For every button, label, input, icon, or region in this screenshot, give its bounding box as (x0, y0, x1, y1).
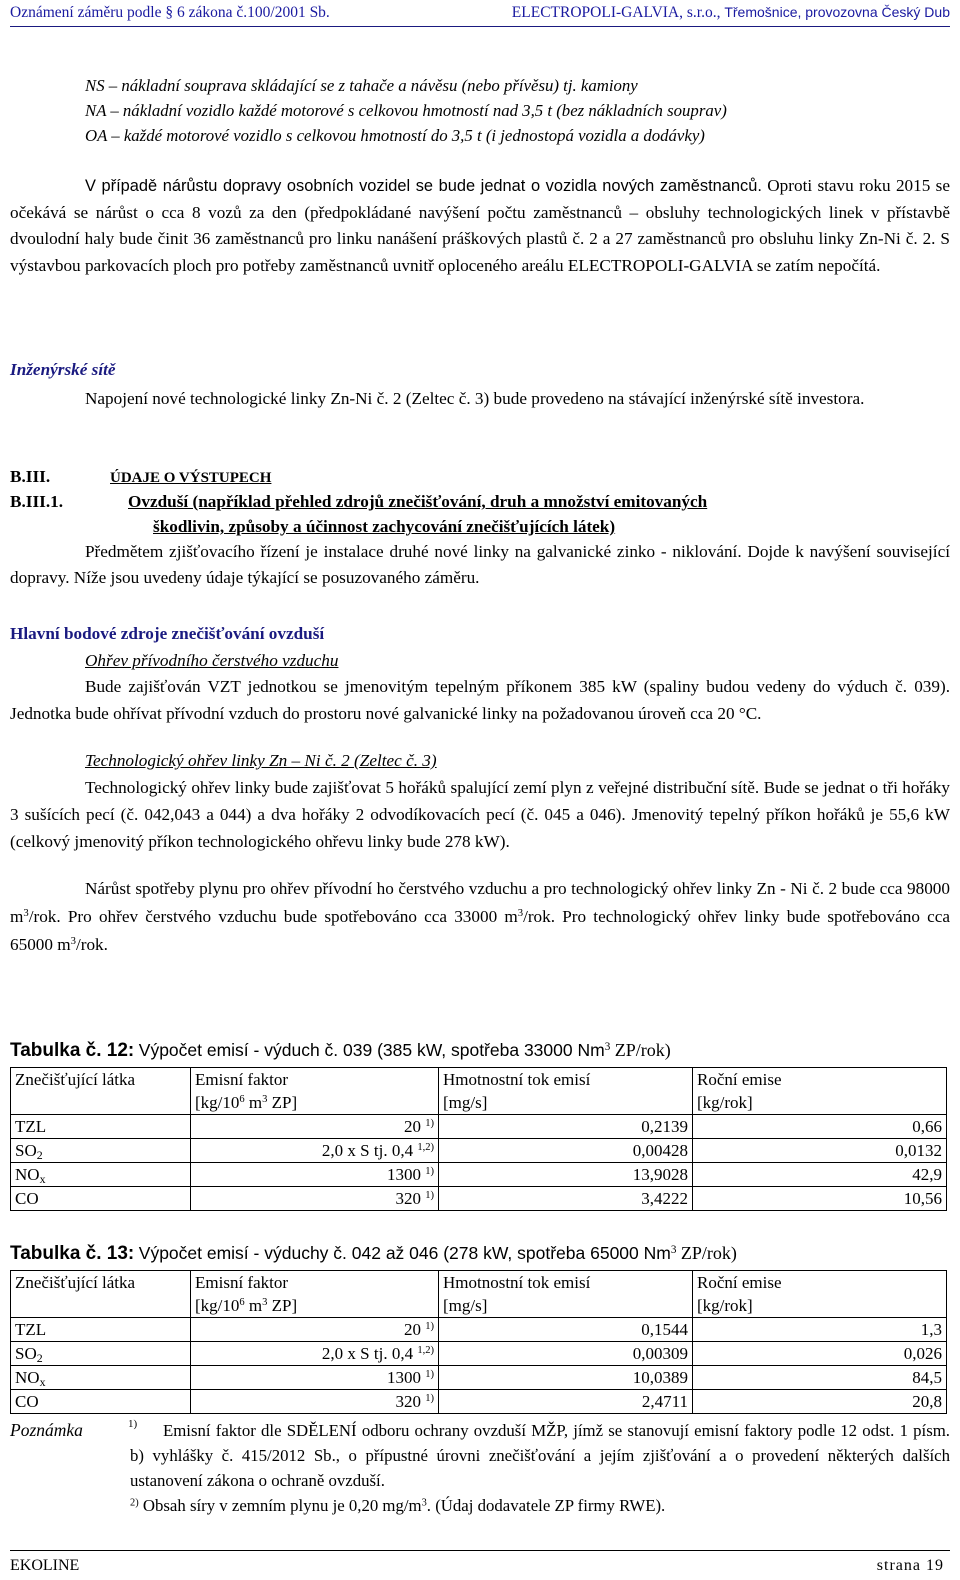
table13-caption: Tabulka č. 13: Výpočet emisí - výduchy č. 042 až 046 (278 kW, spotřeba 65000 Nm$^3$ ZP/rok) (10, 1243, 737, 1264)
footnotes: Poznámka 1) Emisní faktor dle SDĚLENÍ odboru ochrany ovzduší MŽP, jímž se stanovují emisní faktory podle 12 odst. 1 písm. b) vyhlášky č. 415/2012 Sb., o přípustné úrovni znečišťování a jejím zjišťování a o provedení některých dalších ustanovení zákona o ochraně ovzduší. $^{2)}$ Obsah síry v zemním plynu je 0,20 $mg/m^3$. (Údaj dodavatele ZP firmy RWE). (10, 1418, 950, 1518)
section-title: ÚDAJE O VÝSTUPECH (110, 470, 272, 486)
table-row: $SO_2$ 2,0 x S tj. 0,4 $^{1,2)}$ 0,00428 0,0132 (11, 1139, 947, 1163)
source1-text: Bude zajišťován VZT jednotkou se jmenovitým tepelným příkonem 385 kW (spaliny budou vedeny do výduch č. 039). Jednotka bude ohřívat přívodní vzduch do prostoru nové galvanické linky na požadovanou úroveň cca 20 °C. (10, 677, 950, 723)
sources-heading: Hlavní bodové zdroje znečišťování ovzduší (10, 624, 325, 643)
source2-text: Technologický ohřev linky bude zajišťovat 5 hořáků spalující zemí plyn z veřejné distribuční sítě. Bude se jednat o tři hořáky 3 sušících pecí (č. 042,043 a 044) a dva hořáky 2 odvodíkovacích pecí (č. 045 a 046). Jmenovitý tepelný příkon hořáků je 55,6 kW (celkový jmenovitý příkon technologického ohřevu linky bude 278 kW). (10, 778, 950, 851)
vehicle-legend (10, 74, 950, 148)
source2-heading: Technologický ohřev linky Zn – Ni č. 2 (Zeltec č. 3) (85, 751, 437, 770)
networks-heading: Inženýrské sítě (10, 360, 116, 379)
legend-ns: NS – nákladní souprava skládající se z tahače a návěsu (nebo přívěsu) tj. kamiony (85, 76, 638, 95)
header-right: ELECTROPOLI-GALVIA, s.r.o., Třemošnice, provozovna Český Dub (511, 4, 950, 21)
footer-left: EKOLINE (10, 1557, 80, 1574)
note-2: $^{2)}$ Obsah síry v zemním plynu je 0,20 $mg/m^3$. (Údaj dodavatele ZP firmy RWE). (130, 1496, 666, 1515)
note-1: Emisní faktor dle SDĚLENÍ odboru ochrany ovzduší MŽP, jímž se stanovují emisní faktory podle 12 odst. 1 písm. b) vyhlášky č. 415/2012 Sb., o přípustné úrovni znečišťování a jejím zjišťování a o provedení některých dalších ustanovení zákona o ochraně ovzduší. (130, 1421, 950, 1490)
table-row: $NO_x$ 1300 $^{1)}$ 10,0389 84,5 (11, 1366, 947, 1390)
table-row: TZL 20 $^{1)}$ 0,2139 0,66 (11, 1115, 947, 1139)
networks-section (10, 357, 950, 412)
table-row: TZL 20 $^{1)}$ 0,1544 1,3 (11, 1318, 947, 1342)
table12-caption: Tabulka č. 12: Výpočet emisí - výduch č. 039 (385 kW, spotřeba 33000 Nm$^3$ ZP/rok) (10, 1040, 671, 1061)
sources-section (10, 620, 950, 959)
table13 (10, 1270, 947, 1414)
page-number: strana 19 (876, 1557, 944, 1574)
traffic-paragraph: V případě nárůstu dopravy osobních vozidel se bude jednat o vozidla nových zaměstnanců. Oproti stavu roku 2015 se očekává se nárůst o cca 8 vozů za den (předpokládané navýšení počtu zaměstnanců – obsluhy technologických linek v přístavbě dvoulodní haly bude činit 36 zaměstnanců pro linku nanášení práškových plastů č. 2 a 27 zaměstnanců pro obsluhu linky Zn-Ni č. 2. S výstavbou parkovacích ploch pro potřeby zaměstnanců uvnitř oploceného areálu ELECTROPOLI-GALVIA se zatím nepočítá. (10, 176, 950, 276)
networks-text: Napojení nové technologické linky Zn-Ni č. 2 (Zeltec č. 3) bude provedeno na stávající inženýrské sítě investora. (85, 389, 865, 408)
table-row: $SO_2$ 2,0 x S tj. 0,4 $^{1,2)}$ 0,00309 0,026 (11, 1342, 947, 1366)
gas-consumption-text: Nárůst spotřeby plynu pro ohřev přívodní ho čerstvého vzduchu a pro technologický ohřev linky Zn - Ni č. 2 bude cca 98000 $m^3$/rok. Pro ohřev čerstvého vzduchu bude spotřebováno cca 33000 $m^3$/rok. Pro technologický ohřev linky bude spotřebováno cca 65000 $m^3$/rok. (10, 879, 950, 954)
header-left: Oznámení záměru podle § 6 zákona č.100/2001 Sb. (10, 4, 330, 21)
source1-heading: Ohřev přívodního čerstvého vzduchu (85, 651, 339, 670)
table-header-row: Znečišťující látka Emisní faktor [$kg/10^6$ $m^3$ ZP] Hmotnostní tok emisí [mg/s] Roční emise [kg/rok] (11, 1271, 947, 1318)
page-header (10, 4, 950, 27)
section-intro: Předmětem zjišťovacího řízení je instalace druhé nové linky na galvanické zinko - niklování. Dojde k navýšení související dopravy. Níže jsou uvedeny údaje týkající se posuzovaného záměru. (10, 542, 950, 587)
table-row: $NO_x$ 1300 $^{1)}$ 13,9028 42,9 (11, 1163, 947, 1187)
page-footer (10, 1550, 950, 1579)
table12 (10, 1067, 947, 1211)
note-label: Poznámka (10, 1420, 83, 1440)
section-b3: B.III. ÚDAJE O VÝSTUPECH B.III.1. Ovzduší (například přehled zdrojů znečišťování, druh a množství emitovaných škodlivin, způsoby a účinnost zachycování znečišťujících látek) Předmětem zjišťovacího řízení je instalace druhé nové linky na galvanické zinko - niklování. Dojde k navýšení související dopravy. Níže jsou uvedeny údaje týkající se posuzovaného záměru. (10, 465, 950, 591)
table-header-row: Znečišťující látka Emisní faktor [$kg/10^6$ $m^3$ ZP] Hmotnostní tok emisí [mg/s] Roční emise [kg/rok] (11, 1068, 947, 1115)
subsection-title: Ovzduší (například přehled zdrojů znečišťování, druh a množství emitovaných (128, 492, 708, 511)
table-row: CO 320 $^{1)}$ 2,4711 20,8 (11, 1390, 947, 1414)
legend-na: NA – nákladní vozidlo každé motorové s celkovou hmotností nad 3,5 t (bez nákladních souprav) (85, 100, 727, 120)
table-row: CO 320 $^{1)}$ 3,4222 10,56 (11, 1187, 947, 1211)
legend-oa: OA – každé motorové vozidlo s celkovou hmotností do 3,5 t (i jednostopá vozidla a dodávky) (85, 125, 705, 145)
